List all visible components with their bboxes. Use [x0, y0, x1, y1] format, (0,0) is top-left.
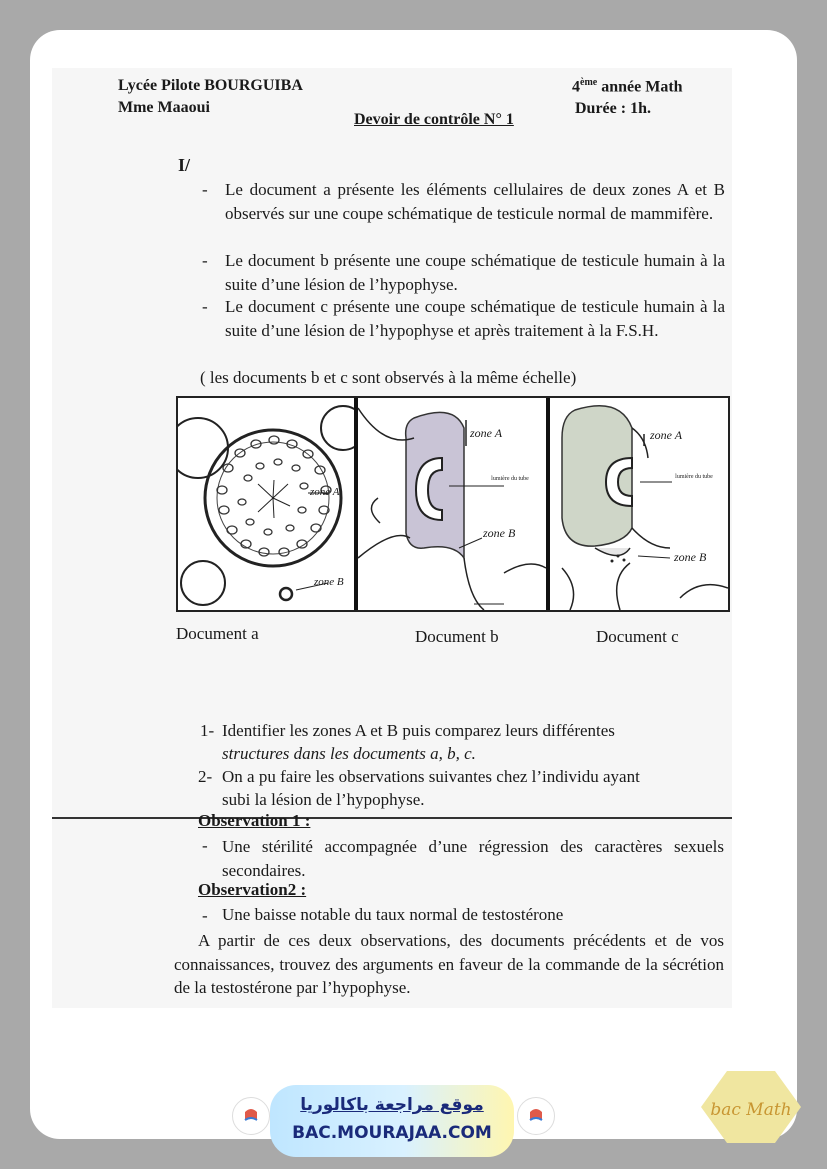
site-banner-url[interactable]: BAC.MOURAJAA.COM	[292, 1123, 492, 1143]
site-logo-icon	[232, 1097, 270, 1135]
zone-b-label: zone B	[314, 576, 344, 588]
bullet-text: Le document c présente une coupe schématique de testicule humain à la suite d’une lésion de l’hypophyse et après traitement à la F.S.H.	[225, 297, 725, 340]
bullet-text: Le document a présente les éléments cellulaires de deux zones A et B observés sur une coupe schématique de testicule normal de mammifère.	[225, 180, 725, 223]
zone-a-label: zone A	[310, 486, 340, 498]
caption-document-a: Document a	[176, 624, 259, 643]
question-text: subi la lésion de l’hypophyse.	[222, 790, 425, 809]
question-text: On a pu faire les observations suivantes chez l’individu ayant	[222, 767, 640, 786]
bullet-dash: -	[202, 180, 208, 199]
observation-title: Observation 1 :	[198, 811, 311, 830]
bac-math-badge	[699, 1069, 803, 1145]
observation-text: Une stérilité accompagnée d’une régression des caractères sexuels secondaires.	[222, 837, 724, 880]
bullet-dash: -	[202, 251, 208, 270]
class-level: 4ème année Math	[572, 77, 683, 96]
caption-document-b: Document b	[415, 627, 499, 646]
zone-a-label: zone A	[650, 428, 683, 442]
scale-note: ( les documents b et c sont observés à la même échelle)	[200, 368, 577, 387]
caption-document-c: Document c	[596, 627, 679, 646]
page-title: Devoir de contrôle N° 1	[354, 111, 514, 128]
divider	[52, 817, 732, 819]
school-name: Lycée Pilote BOURGUIBA	[118, 77, 303, 94]
question-number: 1-	[200, 721, 215, 740]
bullet-text: Le document b présente une coupe schématique de testicule humain à la suite d’une lésion de l’hypophyse.	[225, 251, 725, 294]
question-text: structures dans les documents a, b, c.	[222, 744, 476, 763]
bullet-dash: -	[202, 836, 208, 855]
lumen-label: lumière du tube	[675, 474, 713, 480]
bullet-dash: -	[202, 906, 208, 925]
site-banner-arabic[interactable]: موقع مراجعة باكالوريا	[300, 1095, 484, 1115]
document-c-drawing	[550, 398, 728, 610]
question-number: 2-	[198, 767, 213, 786]
site-banner[interactable]	[270, 1085, 514, 1157]
zone-a-label: zone A	[470, 426, 503, 440]
observation-title: Observation2 :	[198, 880, 307, 899]
figure-documents	[176, 396, 730, 612]
site-logo-icon	[517, 1097, 555, 1135]
document-b-drawing	[354, 398, 550, 610]
section-label: I/	[178, 155, 191, 175]
teacher-name: Mme Maaoui	[118, 99, 210, 116]
question-text: Identifier les zones A et B puis comparez leurs différentes	[222, 721, 615, 740]
observation-text: Une baisse notable du taux normal de testostérone	[222, 905, 564, 924]
zone-b-label: zone B	[674, 550, 707, 564]
exam-duration: Durée : 1h.	[575, 100, 651, 117]
bullet-dash: -	[202, 297, 208, 316]
conclusion-paragraph: A partir de ces deux observations, des documents précédents et de vos connaissances, trouvez des arguments en faveur de la commande de la sécrétion de la testostérone par l’hypophyse.	[174, 931, 724, 997]
zone-b-label: zone B	[483, 526, 516, 540]
badge-text: bac Math	[710, 1100, 792, 1120]
lumen-label: lumière du tube	[491, 476, 529, 482]
